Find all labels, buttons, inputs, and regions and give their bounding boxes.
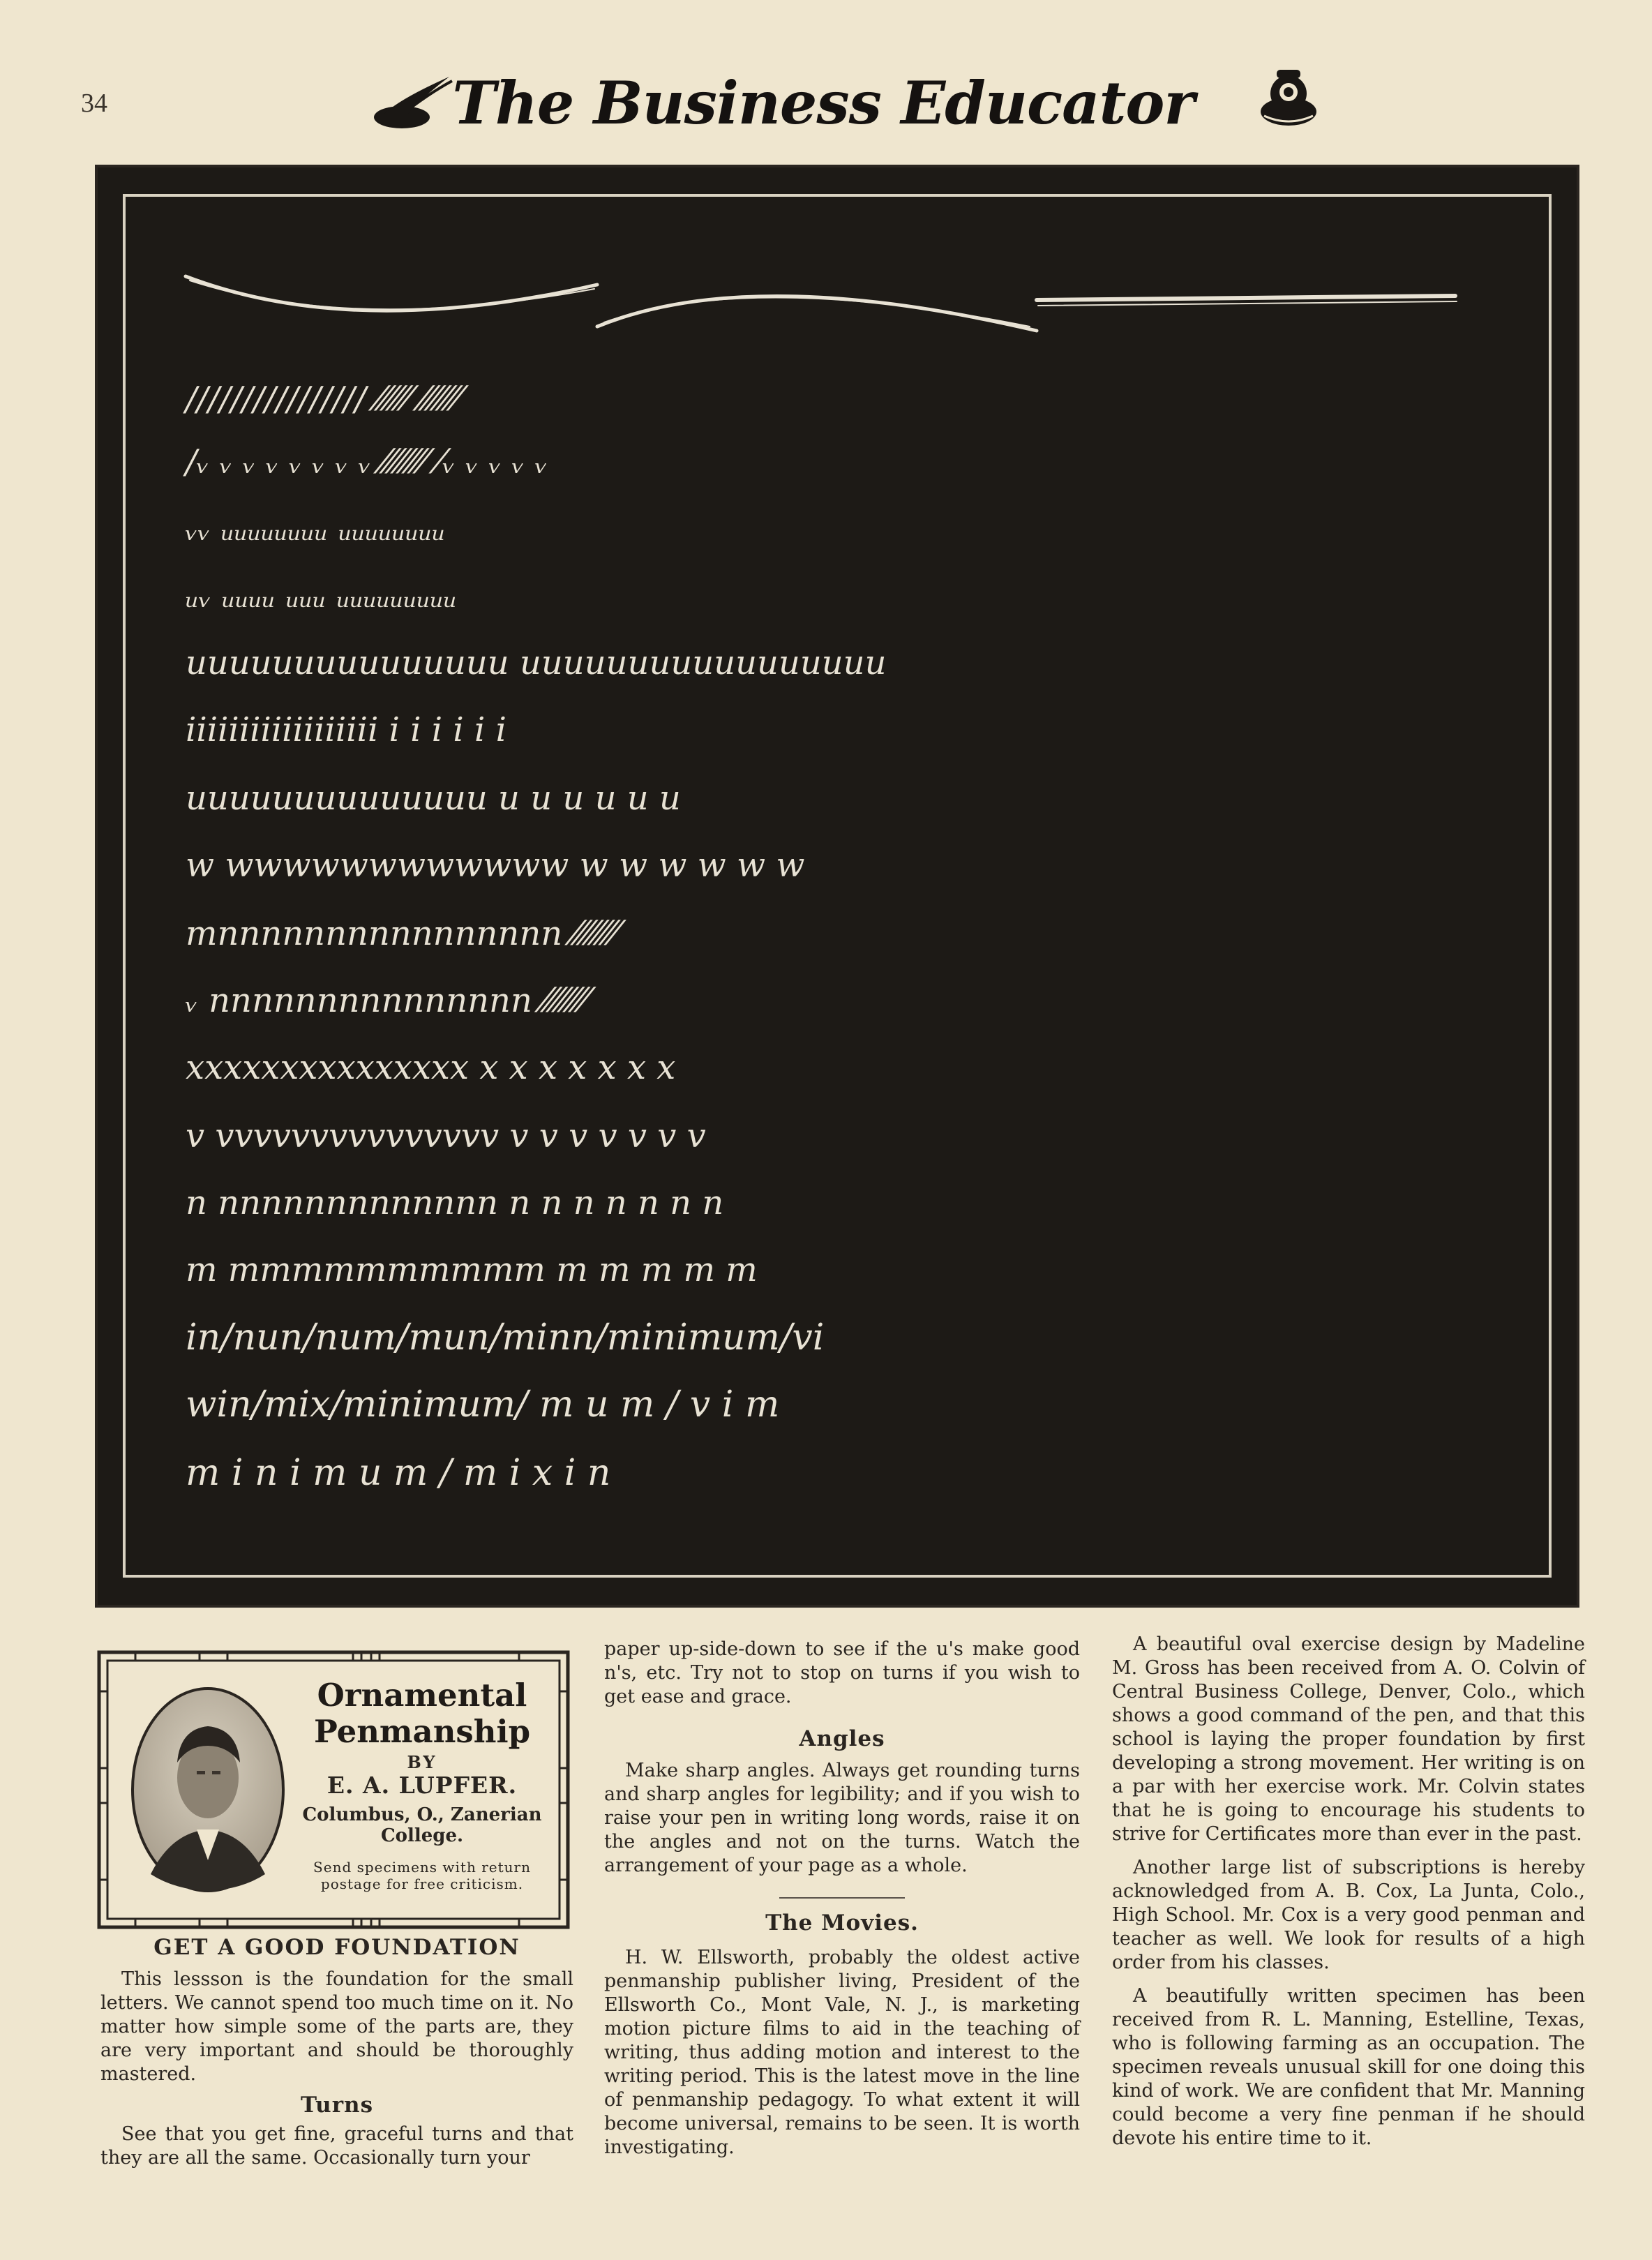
section-divider bbox=[779, 1897, 905, 1899]
exercise-row: m i n i m u m / m i x i n bbox=[186, 1452, 611, 1494]
exercise-row: n nnnnnnnnnnnnn n n n n n n n bbox=[186, 1183, 724, 1222]
exercise-row: xxxxxxxxxxxxxxx x x x x x x x bbox=[186, 1048, 676, 1087]
exercise-row: iiiiiiiiiiiiiiiiii i i i i i i bbox=[186, 710, 506, 749]
advert-title bbox=[286, 1677, 558, 1750]
advert-author: E. A. LUPFER. bbox=[326, 1772, 518, 1799]
exercise-row: in/nun/num/mun/minn/minimum/vi bbox=[186, 1317, 825, 1359]
exercise-row: m mmmmmmmmmm m m m m m bbox=[186, 1250, 758, 1289]
subscriptions-paragraph: Another large list of subscriptions is hereby acknowledged from A. B. Cox, La Junta, Colo., High School. Mr. Cox is a very good penman and teacher as well. We look for results of a high order from his classes. bbox=[1112, 1857, 1585, 1973]
oval-stroke-2 bbox=[597, 296, 1037, 331]
advert-note-line2: postage for free criticism. bbox=[320, 1876, 524, 1892]
masthead-title: The Business Educator bbox=[452, 68, 1194, 137]
exercise-row: uuuuuuuuuuuuuu u u u u u u bbox=[186, 779, 681, 818]
advert-note bbox=[286, 1859, 558, 1892]
angles-heading: Angles bbox=[799, 1726, 885, 1751]
turns-heading: Turns bbox=[300, 2093, 374, 2118]
author-portrait bbox=[130, 1686, 286, 1894]
page-number: 34 bbox=[81, 89, 107, 118]
manning-paragraph: A beautifully written specimen has been received from R. L. Manning, Estelline, Texas, who is following farming as an occupation. The specimen reveals unusual skill for one doing this kind of work. We are confident that Mr. Manning could become a very fine penman if he should devote his entire time to it. bbox=[1112, 1985, 1585, 2149]
column-2 bbox=[604, 1638, 1080, 2160]
advert-location bbox=[286, 1804, 558, 1846]
turns-continued-paragraph: paper up-side-down to see if the u's make good n's, etc. Try not to stop on turns if you wish to get ease and grace. bbox=[604, 1638, 1080, 1707]
exercise-row: w wwwwwwwwwwww w w w w w w bbox=[186, 846, 805, 885]
advert-title-line2: Penmanship bbox=[313, 1713, 531, 1750]
foundation-heading: GET A GOOD FOUNDATION bbox=[153, 1935, 520, 1960]
exercise-row: uuuuuuuuuuuuuuu uuuuuuuuuuuuuuuuu bbox=[186, 643, 887, 682]
exercise-row: ᵥᵥ ᵤᵤᵤᵤᵤᵤᵤᵤ ᵤᵤᵤᵤᵤᵤᵤᵤ bbox=[186, 509, 446, 548]
masthead bbox=[370, 61, 1277, 145]
advert-box bbox=[96, 1649, 571, 1930]
advert-note-line1: Send specimens with return bbox=[313, 1859, 531, 1876]
exercise-row: v vvvvvvvvvvvvvvv v v v v v v v bbox=[186, 1116, 706, 1155]
foundation-paragraph: This lessson is the foundation for the small letters. We cannot spend too much time on it. No matter how simple some of the parts are, they are very important and should be thoroughly mastered. bbox=[100, 1968, 573, 2085]
colvin-paragraph: A beautiful oval exercise design by Madeline M. Gross has been received from A. O. Colvin of Central Business College, Denver, Colo., which shows a good command of the pen, and that this school is laying the proper foundation by first developing a strong movement. Her writing is on a par with her exercise work. Mr. Colvin states that he is going to encourage his students to strive for Certificates more than ever in the past. bbox=[1112, 1633, 1585, 1845]
turns-paragraph: See that you get fine, graceful turns and that they are all the same. Occasionally turn your bbox=[100, 2123, 573, 2169]
advert-title-line1: Ornamental bbox=[317, 1677, 527, 1714]
plate-exercises bbox=[123, 194, 1552, 1578]
exercise-row: ᵥ nnnnnnnnnnnnnnn ⁄⁄⁄⁄⁄⁄⁄⁄ bbox=[186, 981, 588, 1020]
advert-location-line1: Columbus, O., Zanerian bbox=[302, 1804, 542, 1825]
movies-heading: The Movies. bbox=[765, 1910, 919, 1936]
exercise-row: /ᵥ ᵥ ᵥ ᵥ ᵥ ᵥ ᵥ ᵥ ⁄⁄⁄⁄⁄⁄⁄⁄ ⁄ᵥ ᵥ ᵥ ᵥ ᵥ bbox=[186, 442, 548, 481]
exercise-row: win/mix/minimum/ m u m / v i m bbox=[186, 1384, 780, 1425]
column-3 bbox=[1112, 1633, 1585, 2150]
movies-paragraph: H. W. Ellsworth, probably the oldest active penmanship publisher living, President of the Ellsworth Co., Mont Vale, N. J., is marketing motion picture films to aid in the teaching of writing, thus adding motion and interest to the writing period. This is the latest move in the line of penmanship pedagogy. To what extent it will become universal, remains to be seen. It is worth investigating. bbox=[604, 1947, 1080, 2158]
emblem-icon bbox=[1259, 67, 1319, 130]
advert-by: BY bbox=[407, 1752, 437, 1772]
exercise-row: //////////////// ⁄⁄⁄⁄⁄⁄ ⁄⁄⁄⁄⁄⁄⁄ bbox=[186, 380, 460, 419]
advert-location-line2: College. bbox=[380, 1825, 464, 1846]
oval-stroke-3 bbox=[1037, 296, 1455, 300]
angles-paragraph: Make sharp angles. Always get rounding turns and sharp angles for legibility; and if you wish to raise your pen in writing long words, raise it on the angles and not on the turns. Watch the arrangement of your page as a whole. bbox=[604, 1760, 1080, 1876]
column-1 bbox=[100, 1936, 573, 2170]
oval-stroke-1 bbox=[186, 276, 597, 310]
exercise-row: ᵤᵥ ᵤᵤᵤᵤ ᵤᵤᵤ ᵤᵤᵤᵤᵤᵤᵤᵤᵤ bbox=[186, 576, 458, 615]
exercise-row: mnnnnnnnnnnnnnnnn ⁄⁄⁄⁄⁄⁄⁄⁄ bbox=[186, 914, 618, 953]
